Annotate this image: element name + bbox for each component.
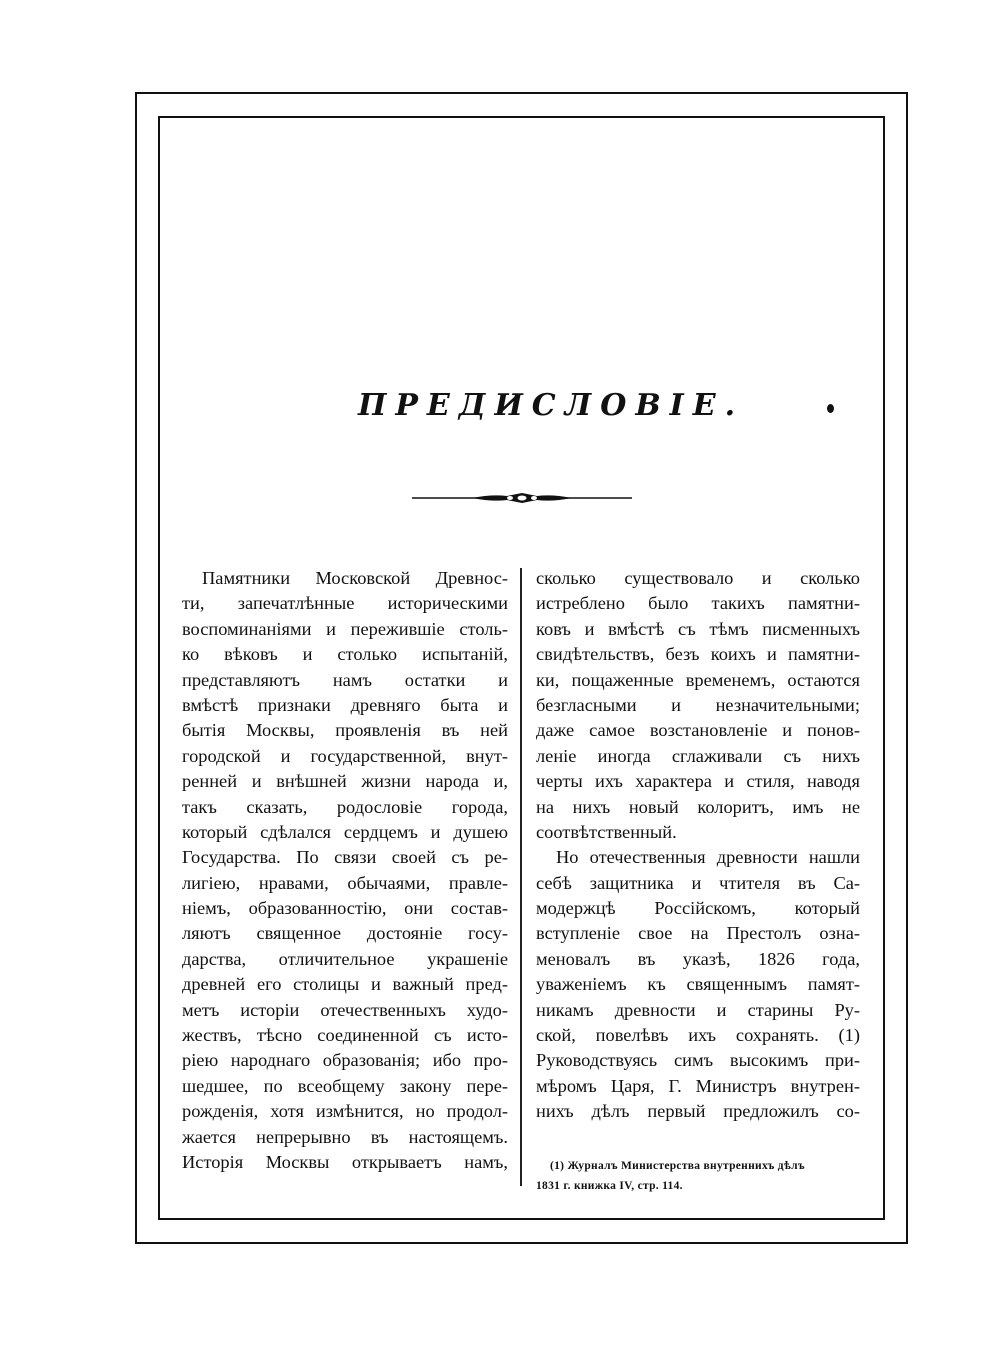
stray-mark — [827, 404, 834, 413]
right-text-column — [536, 566, 860, 1125]
footnote-line: (1) Журналъ Министерства внутреннихъ дѣлъ — [550, 1160, 805, 1172]
footnote — [536, 1156, 860, 1196]
text-line: метъ исторіи отечественныхъ худо- — [182, 999, 508, 1020]
text-line: представляютъ намъ остатки и — [182, 669, 508, 690]
text-line: свидѣтельствъ, безъ коихъ и памятни- — [536, 644, 860, 665]
text-line: Но отечественныя древности нашли — [556, 847, 860, 868]
text-line: уваженіемъ къ священнымъ памят- — [536, 974, 860, 995]
text-line: рожденія, хотя измѣнится, но продол- — [182, 1101, 508, 1122]
text-line: модержцѣ Россійскомъ, который — [536, 898, 860, 919]
ornamental-divider — [412, 487, 632, 509]
text-line: ляютъ священное достояніе госу- — [182, 923, 508, 944]
text-line: истреблено было такихъ памятни- — [536, 593, 860, 614]
text-line: древней его столицы и важный пред- — [182, 974, 508, 995]
left-text-column — [182, 566, 508, 1175]
text-line: воспоминаніями и пережившіе столь- — [182, 618, 508, 639]
text-line: жается непрерывно въ настоящемъ. — [182, 1126, 508, 1147]
text-line: черты ихъ характера и стиля, наводя — [536, 771, 860, 792]
text-line: мѣромъ Царя, Г. Министръ внутрен- — [536, 1075, 860, 1096]
text-line: Руководствуясь симъ высокимъ при- — [536, 1050, 860, 1071]
text-line: дарства, отличительное украшеніе — [182, 948, 508, 969]
text-line: жествъ, тѣсно соединенной съ исто- — [182, 1025, 508, 1046]
text-line: такъ сказать, родословіе города, — [182, 796, 508, 817]
footnote-line: 1831 г. книжка IV, стр. 114. — [536, 1180, 683, 1192]
text-line: вмѣстѣ признаки древняго быта и — [182, 694, 508, 715]
text-line: леніе иногда сглаживали съ нихъ — [536, 745, 860, 766]
text-line: который сдѣлался сердцемъ и душею — [182, 821, 508, 842]
text-line: на нихъ новый колоритъ, имъ не — [536, 796, 860, 817]
text-line: ской, повелѣвъ ихъ сохранять. (1) — [536, 1025, 860, 1046]
text-line: никамъ древности и старины Ру- — [536, 999, 860, 1020]
text-line: ніемъ, образованностію, они состав- — [182, 898, 508, 919]
text-line: лигіею, нравами, обычаями, правле- — [182, 872, 508, 893]
text-line: городской и государственной, внут- — [182, 745, 508, 766]
page-title: ПРЕДИСЛОВІЕ. — [358, 388, 745, 423]
text-line: Памятники Московской Древнос- — [202, 568, 508, 588]
text-line: сколько существовало и сколько — [536, 568, 860, 588]
text-line: меновалъ въ указѣ, 1826 года, — [536, 948, 860, 969]
text-line: ти, запечатлѣнные историческими — [182, 593, 508, 614]
text-line: вступленіе свое на Престолъ озна- — [536, 923, 860, 944]
text-line: даже самое возстановленіе и понов- — [536, 720, 860, 741]
text-line: шедшее, по всеобщему закону пере- — [182, 1075, 508, 1096]
text-line: ки, пощаженные временемъ, остаются — [536, 669, 860, 690]
text-line: себѣ защитника и чтителя въ Са- — [536, 872, 860, 893]
text-line: ко вѣковъ и столько испытаній, — [182, 644, 508, 665]
text-line: бытія Москвы, проявленія въ ней — [182, 720, 508, 741]
text-line: ріею народнаго образованія; ибо про- — [182, 1050, 508, 1071]
text-line: ковъ и вмѣстѣ съ тѣмъ писменныхъ — [536, 618, 860, 639]
column-divider — [520, 568, 522, 1186]
text-line: безгласными и незначительными; — [536, 694, 860, 715]
text-line: соотвѣтственный. — [536, 821, 677, 842]
text-line: ренней и внѣшней жизни народа и, — [182, 771, 508, 792]
text-line: нихъ дѣлъ первый предложилъ со- — [536, 1101, 860, 1122]
text-line: Исторія Москвы открываетъ намъ, — [182, 1151, 508, 1172]
text-line: Государства. По связи своей съ ре- — [182, 847, 508, 868]
